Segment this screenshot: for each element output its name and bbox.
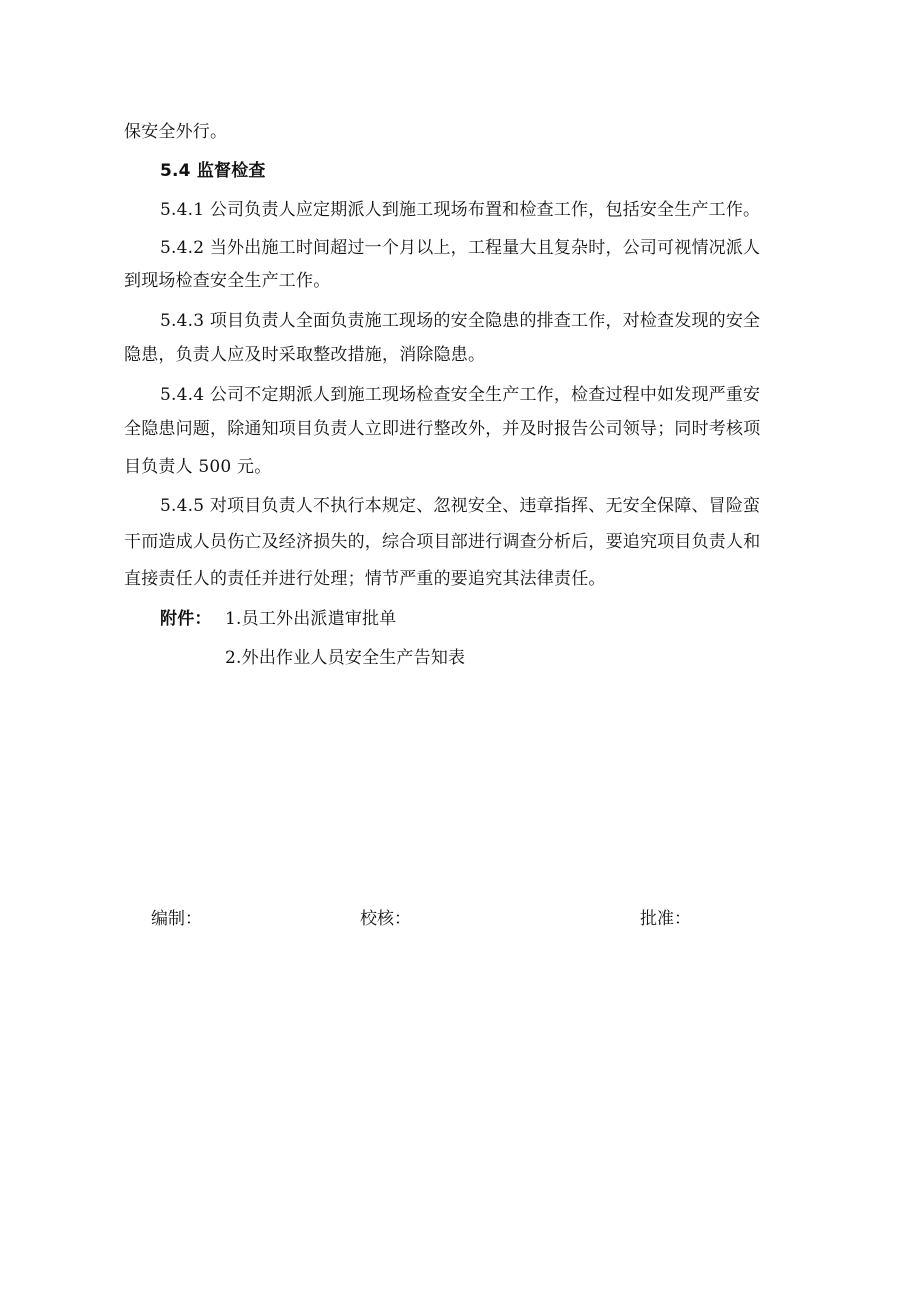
item-5-4-4-line-2: 全隐患问题，除通知项目负责人立即进行整改外，并及时报告公司领导；同时考核项 — [124, 419, 761, 439]
item-5-4-5-line-2: 干而造成人员伤亡及经济损失的，综合项目部进行调查分析后，要追究项目负责人和 — [124, 532, 761, 552]
attachment-item-2: 2.外出作业人员安全生产告知表 — [225, 648, 466, 668]
item-5-4-5-line-1: 5.4.5 对项目负责人不执行本规定、忽视安全、违章指挥、无安全保障、冒险蛮 — [160, 496, 761, 516]
attachment-item-1: 1.员工外出派遣审批单 — [225, 609, 397, 629]
item-5-4-3-line-2: 隐患，负责人应及时采取整改措施，消除隐患。 — [124, 345, 486, 365]
section-heading: 5.4 监督检查 — [160, 161, 266, 181]
signature-approved-label: 批准： — [640, 909, 691, 929]
item-5-4-4-line-3: 目负责人 500 元。 — [124, 457, 272, 477]
signature-checked-label: 校核： — [360, 909, 411, 929]
item-5-4-4-line-1: 5.4.4 公司不定期派人到施工现场检查安全生产工作，检查过程中如发现严重安 — [160, 385, 761, 405]
intro-tail-text: 保安全外行。 — [124, 122, 228, 142]
item-5-4-5-line-3: 直接责任人的责任并进行处理；情节严重的要追究其法律责任。 — [124, 569, 606, 589]
item-5-4-2-line-2: 到现场检查安全生产工作。 — [124, 271, 331, 291]
item-5-4-3-line-1: 5.4.3 项目负责人全面负责施工现场的安全隐患的排查工作，对检查发现的安全 — [160, 311, 761, 331]
item-5-4-2-line-1: 5.4.2 当外出施工时间超过一个月以上，工程量大且复杂时，公司可视情况派人 — [160, 238, 761, 258]
attachments-label: 附件： — [160, 609, 212, 629]
signature-compiled-label: 编制： — [151, 909, 202, 929]
item-5-4-1-line-1: 5.4.1 公司负责人应定期派人到施工现场布置和检查工作，包括安全生产工作。 — [160, 200, 761, 220]
